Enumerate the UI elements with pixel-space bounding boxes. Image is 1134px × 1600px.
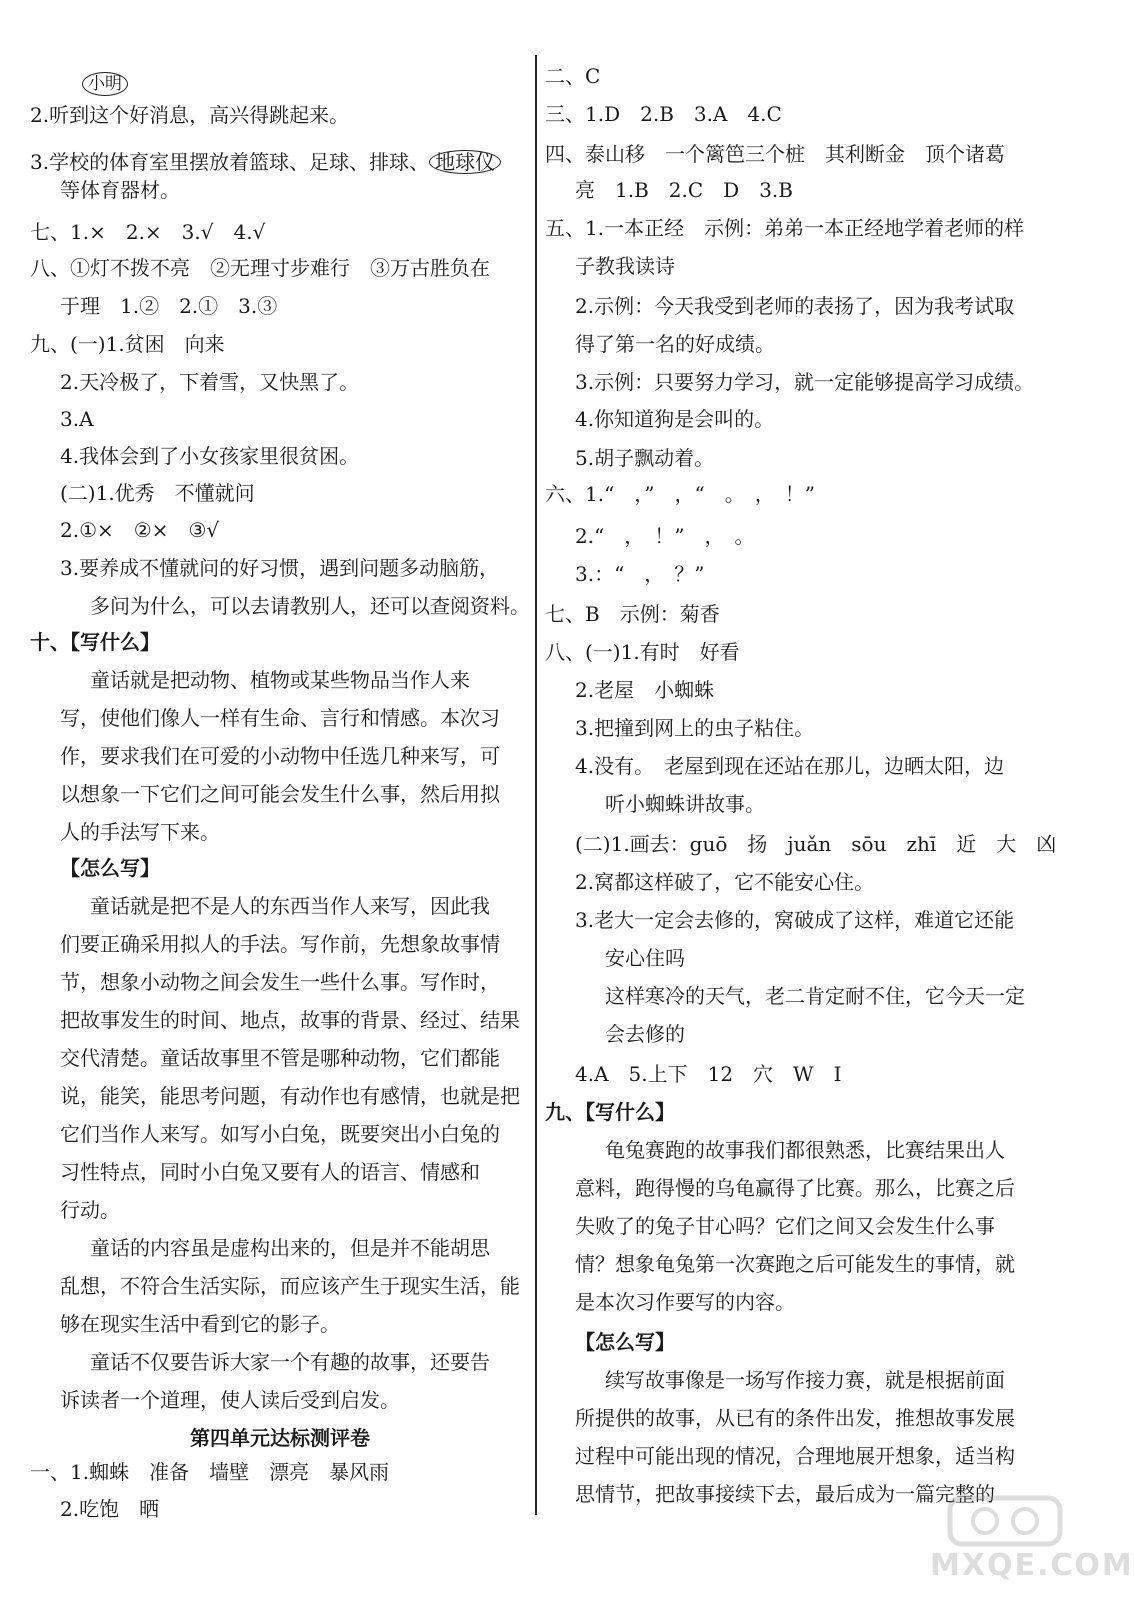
- paragraph-line: 所提供的故事，从已有的条件出发，推想故事发展: [575, 1406, 1015, 1430]
- answer-line: 3.要养成不懂就问的好习惯，遇到问题多动脑筋，: [60, 556, 500, 580]
- paragraph-line: 们要正确采用拟人的手法。写作前，先想象故事情: [60, 932, 500, 956]
- answer-line: 4.我体会到了小女孩家里很贫困。: [60, 444, 360, 468]
- answer-line: 于理 1.② 2.① 3.③: [60, 294, 278, 318]
- answer-line: 3.：“ ， ？”: [575, 562, 705, 586]
- edit-insertion-mark: 小明: [82, 72, 128, 96]
- answer-line: 八、(一)1.有时 好看: [545, 640, 740, 664]
- answer-line: 4.没有。 老屋到现在还站在那儿，边晒太阳，边: [575, 754, 1005, 778]
- answer-line: 安心住吗: [605, 946, 685, 970]
- answer-line: 四、泰山移 一个篱笆三个桩 其利断金 顶个诸葛: [545, 142, 1005, 166]
- answer-line: 2.吃饱 晒: [60, 1497, 160, 1521]
- answer-line: 2.①× ②× ③√: [60, 518, 220, 542]
- paragraph-line: 人的手法写下来。: [60, 820, 220, 844]
- answer-line: 五、1.一本正经 示例：弟弟一本正经地学着老师的样: [545, 216, 1025, 240]
- answer-line: 3.A: [60, 407, 94, 431]
- paragraph-line: 过程中可能出现的情况，合理地展开想象，适当构: [575, 1444, 1015, 1468]
- answer-line: 七、1.× 2.× 3.√ 4.√: [30, 220, 266, 244]
- paragraph-line: 失败了的兔子甘心吗？它们之间又会发生什么事: [575, 1214, 995, 1238]
- answer-line: (二)1.画去：guō 扬 juǎn sōu zhī 近 大 凶: [575, 832, 1057, 856]
- answer-line: 2.听到这个好消息，高兴得跳起来。: [30, 103, 350, 127]
- column-divider: [535, 55, 537, 1515]
- section-heading: 九、【写什么】: [545, 1100, 675, 1124]
- paragraph-line: 写，使他们像人一样有生命、言行和情感。本次习: [60, 706, 500, 730]
- answer-line: 一、1.蜘蛛 准备 墙壁 漂亮 暴风雨: [30, 1460, 390, 1484]
- paragraph-line: 童话就是把不是人的东西当作人来写，因此我: [90, 894, 490, 918]
- answer-line: 二、C: [545, 64, 601, 88]
- answer-line: 4.A 5.上下 12 穴 W I: [575, 1062, 842, 1086]
- section-heading: 【怎么写】: [60, 856, 160, 880]
- answer-line: 2.“ ， ！” ， 。: [575, 524, 755, 548]
- answer-line: 听小蜘蛛讲故事。: [605, 792, 765, 816]
- paragraph-line: 作，要求我们在可爱的小动物中任选几种来写，可: [60, 744, 500, 768]
- paragraph-line: 诉读者一个道理，使人读后受到启发。: [60, 1388, 400, 1412]
- answer-line: 六、1.“ ，” ，“ 。 ， ！”: [545, 482, 815, 506]
- paragraph-line: 把故事发生的时间、地点，故事的背景、经过、结果: [60, 1008, 520, 1032]
- answer-line: 亮 1.B 2.C D 3.B: [575, 178, 793, 202]
- answer-line: 3.把撞到网上的虫子粘住。: [575, 716, 815, 740]
- paragraph-line: 习性特点，同时小白兔又要有人的语言、情感和: [60, 1160, 480, 1184]
- paragraph-line: 童话的内容虽是虚构出来的，但是并不能胡思: [90, 1236, 490, 1260]
- paragraph-line: 交代清楚。童话故事里不管是哪种动物，它们都能: [60, 1046, 500, 1070]
- answer-line: 2.老屋 小蜘蛛: [575, 678, 715, 702]
- answer-line: 这样寒冷的天气，老二肯定耐不住，它今天一定: [605, 984, 1025, 1008]
- paragraph-line: 节，想象小动物之间会发生一些什么事。写作时，: [60, 970, 500, 994]
- section-heading: 【怎么写】: [575, 1330, 675, 1354]
- answer-line: 子教我读诗: [575, 254, 675, 278]
- paragraph-line: 龟兔赛跑的故事我们都很熟悉，比赛结果出人: [605, 1138, 1005, 1162]
- watermark-graphic-icon: [930, 1490, 1080, 1550]
- paragraph-line: 是本次习作要写的内容。: [575, 1290, 795, 1314]
- answer-line: 得了第一名的好成绩。: [575, 332, 775, 356]
- answer-line: 3.学校的体育室里摆放着篮球、足球、排球、 地球仪: [30, 150, 501, 174]
- watermark-text: MXQE.COM: [930, 1548, 1134, 1583]
- answer-line: 2.示例：今天我受到老师的表扬了，因为我考试取: [575, 294, 1015, 318]
- unit-title: 第四单元达标测评卷: [190, 1426, 370, 1450]
- answer-line: 5.胡子飘动着。: [575, 446, 715, 470]
- paragraph-line: 童话就是把动物、植物或某些物品当作人来: [90, 668, 470, 692]
- paragraph-line: 思情节，把故事接续下去，最后成为一篇完整的: [575, 1482, 995, 1506]
- answer-line: (二)1.优秀 不懂就问: [60, 481, 255, 505]
- paragraph-line: 乱想，不符合生活实际，而应该产生于现实生活，能: [60, 1274, 520, 1298]
- paragraph-line: 童话不仅要告诉大家一个有趣的故事，还要告: [90, 1350, 490, 1374]
- answer-line: 八、①灯不拨不亮 ②无理寸步难行 ③万古胜负在: [30, 256, 490, 280]
- answer-line: 2.窝都这样破了，它不能安心住。: [575, 870, 875, 894]
- answer-line: 等体育器材。: [60, 178, 180, 202]
- paragraph-line: 以想象一下它们之间可能会发生什么事，然后用拟: [60, 782, 500, 806]
- paragraph-line: 够在现实生活中看到它的影子。: [60, 1312, 340, 1336]
- circled-word: 地球仪: [429, 150, 501, 174]
- paragraph-line: 它们当作人来写。如写小白兔，既要突出小白兔的: [60, 1122, 500, 1146]
- paragraph-line: 情？想象龟兔第一次赛跑之后可能发生的事情，就: [575, 1252, 1015, 1276]
- answer-line: 会去修的: [605, 1022, 685, 1046]
- answer-line: 九、(一)1.贫困 向来: [30, 332, 225, 356]
- paragraph-line: 说，能笑，能思考问题，有动作也有感情，也就是把: [60, 1084, 520, 1108]
- answer-line: 七、B 示例：菊香: [545, 602, 720, 626]
- answer-line: 2.天冷极了，下着雪，又快黑了。: [60, 370, 360, 394]
- answer-line: 3.老大一定会去修的，窝破成了这样，难道它还能: [575, 908, 1015, 932]
- watermark-logo: [930, 1490, 1134, 1590]
- paragraph-line: 续写故事像是一场写作接力赛，就是根据前面: [605, 1368, 1005, 1392]
- answer-line: 多问为什么，可以去请教别人，还可以查阅资料。: [90, 594, 530, 618]
- paragraph-line: 意料，跑得慢的乌龟赢得了比赛。那么，比赛之后: [575, 1176, 1015, 1200]
- answer-line: 3.示例：只要努力学习，就一定能够提高学习成绩。: [575, 370, 1035, 394]
- paragraph-line: 行动。: [60, 1198, 120, 1222]
- answer-line: 4.你知道狗是会叫的。: [575, 407, 775, 431]
- answer-line: 三、1.D 2.B 3.A 4.C: [545, 102, 782, 126]
- section-heading: 十、【写什么】: [30, 630, 160, 654]
